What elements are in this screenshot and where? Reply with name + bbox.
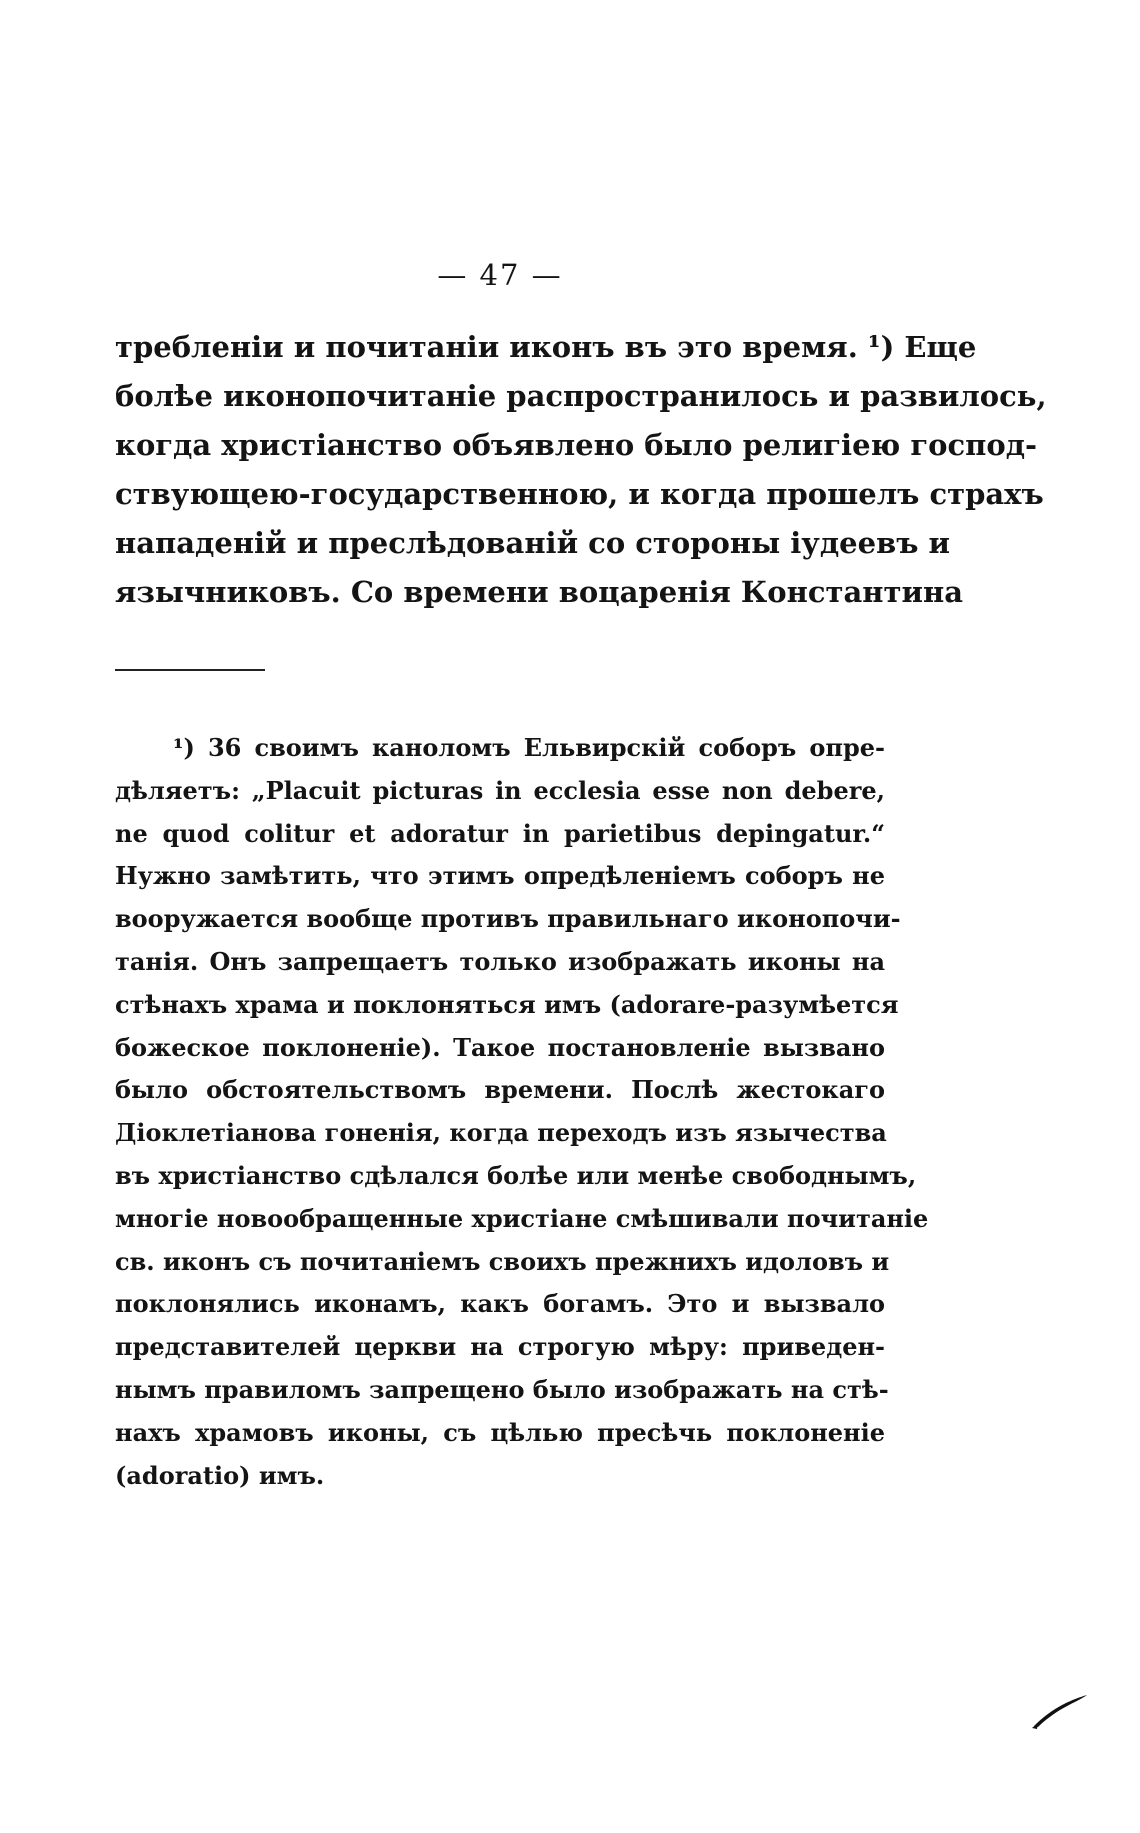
footnote-line: Діоклетіанова гоненія, когда переходъ изъ язычества	[115, 1118, 887, 1148]
main-text-line: болѣе иконопочитаніе распространилось и развилось,	[115, 379, 1047, 413]
main-text-line: требленіи и почитаніи иконъ въ это время. ¹) Еще	[115, 330, 977, 364]
footnote-line: нымъ правиломъ запрещено было изображать на стѣ-	[115, 1374, 889, 1404]
main-text-line: ствующею-государственною, и когда прошелъ страхъ	[115, 477, 1044, 511]
main-text-line: когда христіанство объявлено было религіею господ-	[115, 428, 1038, 462]
footnote-line: было обстоятельствомъ времени. Послѣ жестокаго	[115, 1075, 885, 1105]
footnote-line: стѣнахъ храма и поклоняться имъ (adorare-разумѣется	[115, 989, 899, 1019]
main-text-line: язычниковъ. Со времени воцаренія Константина	[115, 575, 963, 609]
footnote-line: Нужно замѣтить, что этимъ опредѣленіемъ соборъ не	[115, 861, 885, 891]
footnote-line: танія. Онъ запрещаетъ только изображать иконы на	[115, 946, 885, 976]
footnote-line: ¹) 36 своимъ каноломъ Ельвирскій соборъ опре-	[173, 733, 885, 762]
footnote-block	[115, 727, 929, 1497]
ink-mark-icon	[1030, 1690, 1090, 1730]
footnote-line: поклонялись иконамъ, какъ богамъ. Это и вызвало	[115, 1289, 885, 1319]
footnote-line: божеское поклоненіе). Такое постановленіе вызвано	[115, 1032, 885, 1062]
footnote-line: св. иконъ съ почитаніемъ своихъ прежнихъ идоловъ и	[115, 1246, 890, 1276]
footnote-line: представителей церкви на строгую мѣру: приведен-	[115, 1332, 885, 1362]
footnote-line: ne quod colitur et adoratur in parietibus depingatur.“	[115, 818, 885, 848]
footnote-line: (adoratio) имъ.	[115, 1460, 325, 1490]
footnote-line: многіе новообращенные христіане смѣшивали почитаніе	[115, 1203, 929, 1233]
page-number: — 47 —	[437, 258, 563, 292]
footnote-line: вооружается вообще противъ правильнаго иконопочи-	[115, 904, 901, 934]
footnote-line: нахъ храмовъ иконы, съ цѣлью пресѣчь поклоненіе	[115, 1417, 885, 1447]
footnote-divider	[115, 669, 265, 671]
main-text-block	[115, 323, 1047, 617]
footnote-line: въ христіанство сдѣлался болѣе или менѣе свободнымъ,	[115, 1160, 917, 1190]
main-text-line: нападеній и преслѣдованій со стороны іудеевъ и	[115, 526, 951, 560]
footnote-line: дѣляетъ: „Placuit picturas in ecclesia esse non debere,	[115, 775, 885, 805]
